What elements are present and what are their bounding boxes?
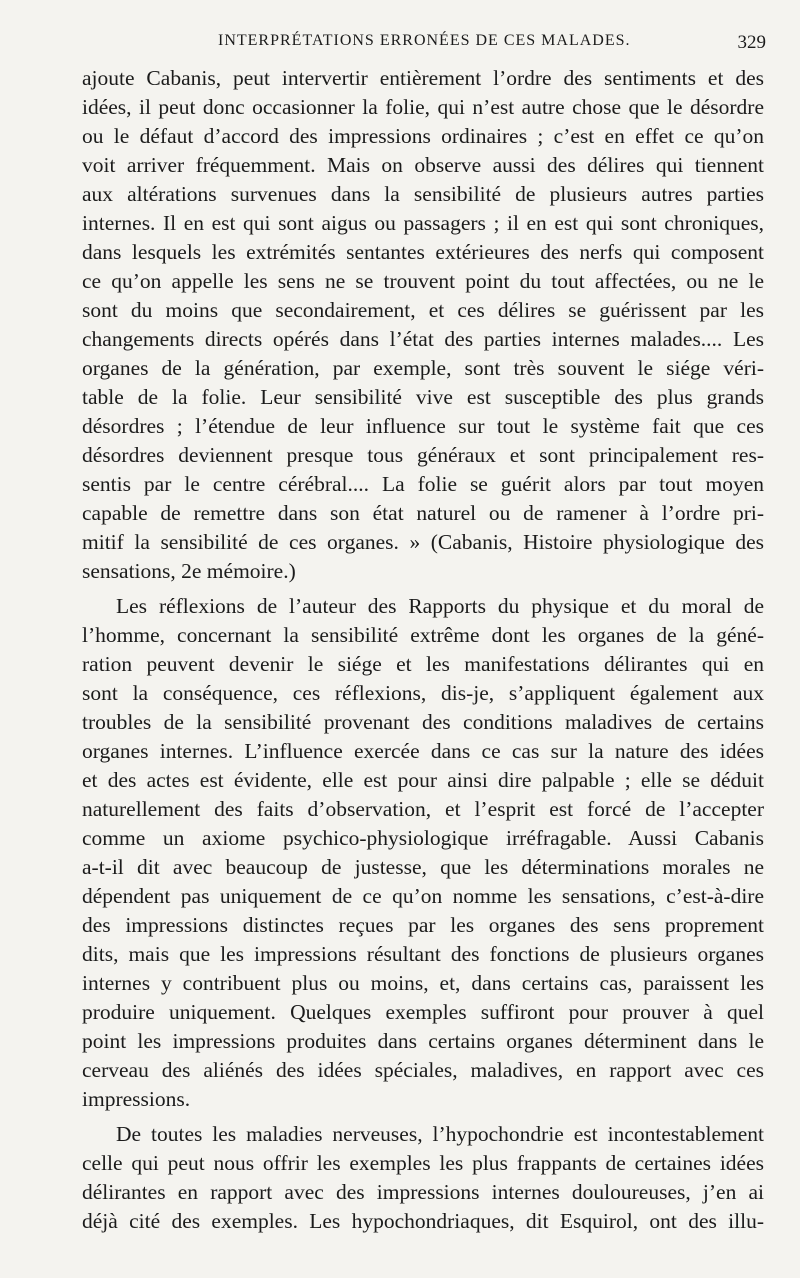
- text-line: l’homme, concernant la sensibilité extrême dont les organes de la géné-: [82, 623, 764, 647]
- text-line: et des actes est évidente, elle est pour ainsi dire palpable ; elle se déduit: [82, 768, 764, 792]
- text-line: mitif la sensibilité de ces organes. » (Cabanis, Histoire physiologique des: [82, 530, 764, 554]
- text-line: dépendent pas uniquement de ce qu’on nomme les sensations, c’est-à-dire: [82, 884, 764, 908]
- text-line: cerveau des aliénés des idées spéciales, maladives, en rapport avec ces: [82, 1058, 764, 1082]
- text-line: ou le défaut d’accord des impressions ordinaires ; c’est en effet ce qu’on: [82, 124, 764, 148]
- text-line: troubles de la sensibilité provenant des conditions maladives de certains: [82, 710, 764, 734]
- text-line: a-t-il dit avec beaucoup de justesse, que les déterminations morales ne: [82, 855, 764, 879]
- text-line: idées, il peut donc occasionner la folie, qui n’est autre chose que le désordre: [82, 95, 764, 119]
- text-line: voit arriver fréquemment. Mais on observe aussi des délires qui tiennent: [82, 153, 764, 177]
- text-line: impressions.: [82, 1087, 191, 1111]
- text-line: point les impressions produites dans certains organes déterminent dans le: [82, 1029, 764, 1053]
- text-line: celle qui peut nous offrir les exemples les plus frappants de certaines idées: [82, 1151, 764, 1175]
- text-line: ajoute Cabanis, peut intervertir entièrement l’ordre des sentiments et des: [82, 66, 764, 90]
- text-line: dans lesquels les extrémités sentantes extérieures des nerfs qui composent: [82, 240, 764, 264]
- text-line: organes de la génération, par exemple, sont très souvent le siége véri-: [82, 356, 764, 380]
- running-header: [84, 32, 766, 58]
- text-line: ration peuvent devenir le siége et les manifestations délirantes qui en: [82, 652, 764, 676]
- text-line: produire uniquement. Quelques exemples suffiront pour prouver à quel: [82, 1000, 764, 1024]
- text-line: capable de remettre dans son état naturel ou de ramener à l’ordre pri-: [82, 501, 764, 525]
- text-line: sensations, 2e mémoire.): [82, 559, 296, 583]
- text-line: aux altérations survenues dans la sensibilité de plusieurs autres parties: [82, 182, 764, 206]
- text-line: ce qu’on appelle les sens ne se trouvent point du tout affectées, ou ne le: [82, 269, 764, 293]
- text-line: désordres deviennent presque tous généraux et sont principalement res-: [82, 443, 764, 467]
- text-line: sont la conséquence, ces réflexions, dis-je, s’appliquent également aux: [82, 681, 764, 705]
- text-line: des impressions distinctes reçues par les organes des sens proprement: [82, 913, 764, 937]
- text-line: dits, mais que les impressions résultant des fonctions de plusieurs organes: [82, 942, 764, 966]
- text-line: organes internes. L’influence exercée dans ce cas sur la nature des idées: [82, 739, 764, 763]
- text-line: internes y contribuent plus ou moins, et, dans certains cas, paraissent les: [82, 971, 764, 995]
- text-line: table de la folie. Leur sensibilité vive est susceptible des plus grands: [82, 385, 764, 409]
- text-line: naturellement des faits d’observation, et l’esprit est forcé de l’accepter: [82, 797, 764, 821]
- body-text: [82, 64, 764, 1236]
- text-line: changements directs opérés dans l’état des parties internes malades.... Les: [82, 327, 764, 351]
- text-line: délirantes en rapport avec des impressions internes douloureuses, j’en ai: [82, 1180, 764, 1204]
- page-number: 329: [737, 32, 766, 53]
- text-line: sont du moins que secondairement, et ces délires se guérissent par les: [82, 298, 764, 322]
- text-line: désordres ; l’étendue de leur influence sur tout le système fait que ces: [82, 414, 764, 438]
- text-line: déjà cité des exemples. Les hypochondriaques, dit Esquirol, ont des illu-: [82, 1209, 764, 1233]
- text-line: Les réflexions de l’auteur des Rapports du physique et du moral de: [116, 594, 764, 618]
- running-title: INTERPRÉTATIONS ERRONÉES DE CES MALADES.: [218, 32, 631, 49]
- text-line: internes. Il en est qui sont aigus ou passagers ; il en est qui sont chroniques,: [82, 211, 764, 235]
- text-line: De toutes les maladies nerveuses, l’hypochondrie est incontestablement: [116, 1122, 764, 1146]
- text-line: comme un axiome psychico-physiologique irréfragable. Aussi Cabanis: [82, 826, 764, 850]
- text-line: sentis par le centre cérébral.... La folie se guérit alors par tout moyen: [82, 472, 764, 496]
